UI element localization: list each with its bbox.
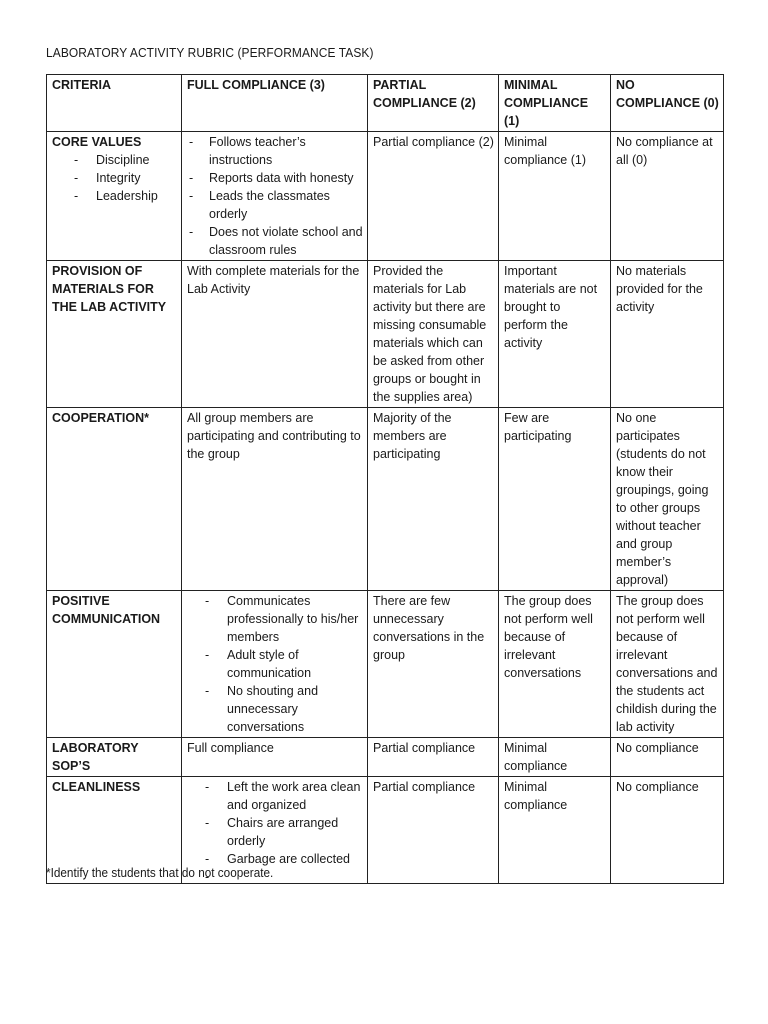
minimal-compliance-cell: Few are participating [499, 408, 611, 591]
list-item: - Chairs are arranged orderly [187, 814, 363, 850]
partial-compliance-cell: Partial compliance [368, 777, 499, 884]
criteria-title: LABORATORY SOP’S [52, 741, 139, 773]
no-compliance-cell: The group does not perform well because of irrelevant conversations and the students act childish during the lab activity [611, 591, 724, 738]
minimal-compliance-cell: The group does not perform well because of irrelevant conversations [499, 591, 611, 738]
minimal-compliance-cell: Minimal compliance (1) [499, 132, 611, 261]
list-item: - Left the work area clean and organized [187, 778, 363, 814]
header-no-compliance: NO COMPLIANCE (0) [611, 75, 724, 132]
minimal-compliance-cell: Minimal compliance [499, 777, 611, 884]
full-compliance-cell: Full compliance [182, 738, 368, 777]
minimal-compliance-cell: Minimal compliance [499, 738, 611, 777]
criteria-title: PROVISION OF MATERIALS FOR THE LAB ACTIVITY [52, 264, 167, 314]
full-compliance-cell [182, 132, 368, 261]
full-compliance-cell [182, 591, 368, 738]
partial-compliance-cell: Majority of the members are participating [368, 408, 499, 591]
table-row [47, 408, 724, 591]
table-row [47, 738, 724, 777]
list-item: - Does not violate school and classroom rules [187, 223, 363, 259]
no-compliance-cell: No compliance at all (0) [611, 132, 724, 261]
header-partial-compliance: PARTIAL COMPLIANCE (2) [368, 75, 499, 132]
partial-compliance-cell: Partial compliance (2) [368, 132, 499, 261]
criteria-cell [47, 591, 182, 738]
criteria-title: POSITIVE COMMUNICATION [52, 594, 161, 626]
partial-compliance-cell: There are few unnecessary conversations in the group [368, 591, 499, 738]
criteria-sublist [52, 151, 177, 205]
no-compliance-cell: No one participates (students do not know their groupings, going to other groups without teacher and group member’s approval) [611, 408, 724, 591]
full-compliance-list [187, 133, 363, 259]
no-compliance-cell: No compliance [611, 738, 724, 777]
list-item: - No shouting and unnecessary conversations [187, 682, 363, 736]
table-row [47, 591, 724, 738]
no-compliance-cell: No materials provided for the activity [611, 261, 724, 408]
minimal-compliance-cell: Important materials are not brought to perform the activity [499, 261, 611, 408]
list-item: - Leadership [52, 187, 177, 205]
footnote: *Identify the students that do not cooperate. [46, 866, 274, 880]
list-item: - Discipline [52, 151, 177, 169]
criteria-cell [47, 132, 182, 261]
criteria-title: CORE VALUES [52, 135, 142, 149]
header-minimal-compliance: MINIMAL COMPLIANCE (1) [499, 75, 611, 132]
partial-compliance-cell: Partial compliance [368, 738, 499, 777]
criteria-title: COOPERATION* [52, 411, 149, 425]
header-criteria: CRITERIA [47, 75, 182, 132]
list-item: - Adult style of communication [187, 646, 363, 682]
table-row [47, 261, 724, 408]
document-title: LABORATORY ACTIVITY RUBRIC (PERFORMANCE TASK) [46, 45, 374, 60]
list-item: - Follows teacher’s instructions [187, 133, 363, 169]
list-item: - Garbage are collected [187, 850, 363, 868]
criteria-cell [47, 738, 182, 777]
criteria-title: CLEANLINESS [52, 780, 141, 794]
list-item: - Reports data with honesty [187, 169, 363, 187]
header-full-compliance: FULL COMPLIANCE (3) [182, 75, 368, 132]
table-row [47, 132, 724, 261]
criteria-cell [47, 261, 182, 408]
partial-compliance-cell: Provided the materials for Lab activity but there are missing consumable materials which can be asked from other groups or bought in the supplies area) [368, 261, 499, 408]
list-item: - Communicates professionally to his/her members [187, 592, 363, 646]
full-compliance-list [187, 778, 363, 868]
list-item: - Integrity [52, 169, 177, 187]
full-compliance-cell: With complete materials for the Lab Activity [182, 261, 368, 408]
full-compliance-list [187, 592, 363, 736]
rubric-table [46, 74, 724, 884]
full-compliance-cell: All group members are participating and contributing to the group [182, 408, 368, 591]
criteria-cell [47, 408, 182, 591]
table-header-row [47, 75, 724, 132]
no-compliance-cell: No compliance [611, 777, 724, 884]
list-item: - Leads the classmates orderly [187, 187, 363, 223]
